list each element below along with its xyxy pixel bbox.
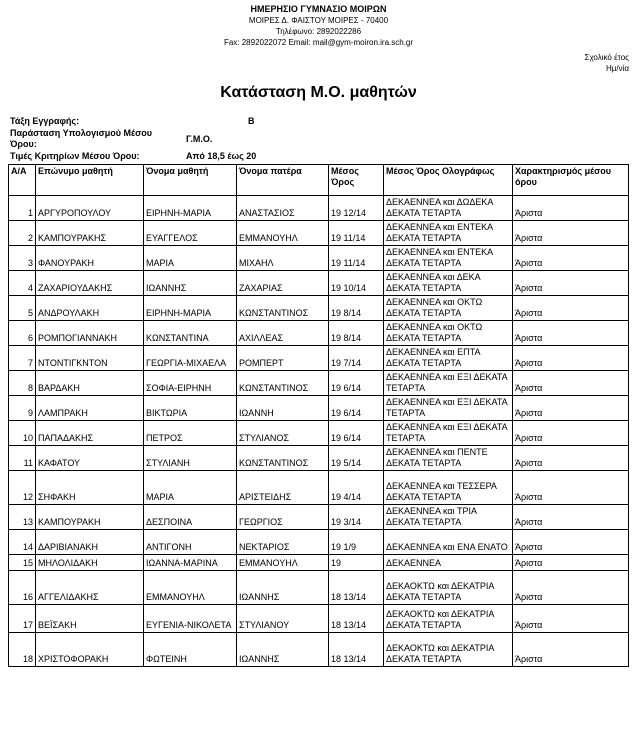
row-average: 19 10/14	[329, 271, 384, 296]
table-row	[9, 571, 629, 605]
calc-label-line2: Όρου:	[10, 139, 37, 149]
row-grade: Άριστα	[513, 633, 629, 667]
row-number: 13	[9, 505, 36, 530]
table-row	[9, 221, 629, 246]
row-surname: ΚΑΜΠΟΥΡΑΚΗΣ	[36, 221, 144, 246]
school-phone: Τηλέφωνο: 2892022286	[275, 27, 362, 36]
row-father-name: ΕΜΜΑΝΟΥΗΛ	[237, 221, 329, 246]
row-grade: Άριστα	[513, 321, 629, 346]
row-father-name: ΜΙΧΑΗΛ	[237, 246, 329, 271]
row-father-name: ΝΕΚΤΑΡΙΟΣ	[237, 530, 329, 555]
table-row	[9, 605, 629, 633]
row-first-name: ΑΝΤΙΓΟΝΗ	[144, 530, 237, 555]
class-value: Β	[248, 116, 255, 126]
row-first-name: ΒΙΚΤΩΡΙΑ	[144, 396, 237, 421]
page-title: Κατάσταση Μ.Ο. μαθητών	[220, 84, 417, 101]
row-average: 18 13/14	[329, 571, 384, 605]
row-average: 19 11/14	[329, 246, 384, 271]
row-grade: Άριστα	[513, 446, 629, 471]
row-average: 19 6/14	[329, 421, 384, 446]
row-number: 6	[9, 321, 36, 346]
row-average: 19 8/14	[329, 296, 384, 321]
row-first-name: ΓΕΩΡΓΙΑ-ΜΙΧΑΕΛΑ	[144, 346, 237, 371]
row-surname: ΔΑΡΙΒΙΑΝΑΚΗ	[36, 530, 144, 555]
row-surname: ΚΑΜΠΟΥΡΑΚΗ	[36, 505, 144, 530]
row-first-name: ΕΥΑΓΓΕΛΟΣ	[144, 221, 237, 246]
row-average-words: ΔΕΚΑΟΚΤΩ και ΔΕΚΑΤΡΙΑ ΔΕΚΑΤΑ ΤΕΤΑΡΤΑ	[384, 633, 513, 667]
criteria-label: Τιμές Κριτηρίων Μέσου Όρου:	[10, 151, 140, 161]
row-number: 4	[9, 271, 36, 296]
row-first-name: ΠΕΤΡΟΣ	[144, 421, 237, 446]
row-number: 7	[9, 346, 36, 371]
row-first-name: ΕΜΜΑΝΟΥΗΛ	[144, 571, 237, 605]
row-number: 17	[9, 605, 36, 633]
col-header-name: Όνομα μαθητή	[144, 165, 237, 196]
row-average: 19 4/14	[329, 471, 384, 505]
row-average: 19 6/14	[329, 371, 384, 396]
table-row	[9, 530, 629, 555]
row-father-name: ΣΤΥΛΙΑΝΟΣ	[237, 421, 329, 446]
calc-value: Γ.Μ.Ο.	[186, 134, 213, 144]
row-surname: ΜΗΛΟΛΙΔΑΚΗ	[36, 555, 144, 571]
row-father-name: ΕΜΜΑΝΟΥΗΛ	[237, 555, 329, 571]
row-average-words: ΔΕΚΑΕΝΝΕΑ και ΟΚΤΩ ΔΕΚΑΤΑ ΤΕΤΑΡΤΑ	[384, 296, 513, 321]
row-grade: Άριστα	[513, 555, 629, 571]
row-first-name: ΕΙΡΗΝΗ-ΜΑΡΙΑ	[144, 196, 237, 221]
table-row	[9, 296, 629, 321]
row-number: 11	[9, 446, 36, 471]
row-grade: Άριστα	[513, 471, 629, 505]
row-surname: ΛΑΜΠΡΑΚΗ	[36, 396, 144, 421]
row-number: 12	[9, 471, 36, 505]
row-surname: ΠΑΠΑΔΑΚΗΣ	[36, 421, 144, 446]
row-average-words: ΔΕΚΑΕΝΝΕΑ και ΕΠΤΑ ΔΕΚΑΤΑ ΤΕΤΑΡΤΑ	[384, 346, 513, 371]
row-father-name: ΙΩΑΝΝΗΣ	[237, 571, 329, 605]
row-average: 19 11/14	[329, 221, 384, 246]
row-father-name: ΙΩΑΝΝΗΣ	[237, 633, 329, 667]
row-surname: ΚΑΦΑΤΟΥ	[36, 446, 144, 471]
row-grade: Άριστα	[513, 421, 629, 446]
row-average: 19 3/14	[329, 505, 384, 530]
row-father-name: ΖΑΧΑΡΙΑΣ	[237, 271, 329, 296]
row-average-words: ΔΕΚΑΟΚΤΩ και ΔΕΚΑΤΡΙΑ ΔΕΚΑΤΑ ΤΕΤΑΡΤΑ	[384, 571, 513, 605]
row-grade: Άριστα	[513, 196, 629, 221]
row-father-name: ΚΩΝΣΤΑΝΤΙΝΟΣ	[237, 371, 329, 396]
row-number: 1	[9, 196, 36, 221]
row-grade: Άριστα	[513, 271, 629, 296]
row-first-name: ΙΩΑΝΝΗΣ	[144, 271, 237, 296]
row-average-words: ΔΕΚΑΕΝΝΕΑ και ΕΞΙ ΔΕΚΑΤΑ ΤΕΤΑΡΤΑ	[384, 371, 513, 396]
row-father-name: ΚΩΝΣΤΑΝΤΙΝΟΣ	[237, 446, 329, 471]
table-row	[9, 633, 629, 667]
row-surname: ΑΡΓΥΡΟΠΟΥΛΟΥ	[36, 196, 144, 221]
row-average-words: ΔΕΚΑΕΝΝΕΑ και ΕΞΙ ΔΕΚΑΤΑ ΤΕΤΑΡΤΑ	[384, 421, 513, 446]
row-first-name: ΣΟΦΙΑ-ΕΙΡΗΝΗ	[144, 371, 237, 396]
table-row	[9, 446, 629, 471]
row-father-name: ΣΤΥΛΙΑΝΟΥ	[237, 605, 329, 633]
year-date-block	[585, 52, 630, 74]
school-name: ΗΜΕΡΗΣΙΟ ΓΥΜΝΑΣΙΟ ΜΟΙΡΩΝ	[250, 4, 387, 14]
row-average-words: ΔΕΚΑΕΝΝΕΑ και ΕΞΙ ΔΕΚΑΤΑ ΤΕΤΑΡΤΑ	[384, 396, 513, 421]
date-label: Ημ/νία	[605, 64, 629, 73]
row-average: 19 1/9	[329, 530, 384, 555]
row-number: 15	[9, 555, 36, 571]
row-father-name: ΙΩΑΝΝΗ	[237, 396, 329, 421]
row-average: 19 5/14	[329, 446, 384, 471]
row-surname: ΖΑΧΑΡΙΟΥΔΑΚΗΣ	[36, 271, 144, 296]
row-surname: ΒΑΡΔΑΚΗ	[36, 371, 144, 396]
row-first-name: ΔΕΣΠΟΙΝΑ	[144, 505, 237, 530]
col-header-average: Μέσος Όρος	[329, 165, 384, 196]
row-father-name: ΑΝΑΣΤΑΣΙΟΣ	[237, 196, 329, 221]
row-first-name: ΜΑΡΙΑ	[144, 471, 237, 505]
table-row	[9, 396, 629, 421]
row-average-words: ΔΕΚΑΕΝΝΕΑ και ΕΝΤΕΚΑ ΔΕΚΑΤΑ ΤΕΤΑΡΤΑ	[384, 246, 513, 271]
row-first-name: ΕΙΡΗΝΗ-ΜΑΡΙΑ	[144, 296, 237, 321]
row-surname: ΝΤΟΝΤΙΓΚΝΤΟΝ	[36, 346, 144, 371]
row-average: 19 8/14	[329, 321, 384, 346]
row-average: 18 13/14	[329, 633, 384, 667]
row-average-words: ΔΕΚΑΕΝΝΕΑ και ΔΩΔΕΚΑ ΔΕΚΑΤΑ ΤΕΤΑΡΤΑ	[384, 196, 513, 221]
row-number: 8	[9, 371, 36, 396]
table-row	[9, 196, 629, 221]
col-header-surname: Επώνυμο μαθητή	[36, 165, 144, 196]
criteria-value: Από 18,5 έως 20	[186, 151, 257, 161]
table-row	[9, 555, 629, 571]
table-row	[9, 271, 629, 296]
row-average-words: ΔΕΚΑΕΝΝΕΑ και ΤΕΣΣΕΡΑ ΔΕΚΑΤΑ ΤΕΤΑΡΤΑ	[384, 471, 513, 505]
col-header-father: Όνομα πατέρα	[237, 165, 329, 196]
row-number: 18	[9, 633, 36, 667]
row-father-name: ΡΟΜΠΕΡΤ	[237, 346, 329, 371]
info-block	[10, 116, 410, 162]
col-header-aa: Α/Α	[9, 165, 36, 196]
row-average-words: ΔΕΚΑΕΝΝΕΑ	[384, 555, 513, 571]
row-grade: Άριστα	[513, 246, 629, 271]
row-father-name: ΑΡΙΣΤΕΙΔΗΣ	[237, 471, 329, 505]
row-grade: Άριστα	[513, 346, 629, 371]
table-row	[9, 471, 629, 505]
row-father-name: ΚΩΝΣΤΑΝΤΙΝΟΣ	[237, 296, 329, 321]
class-label: Τάξη Εγγραφής:	[10, 116, 80, 126]
row-number: 2	[9, 221, 36, 246]
row-average-words: ΔΕΚΑΕΝΝΕΑ και ΔΕΚΑ ΔΕΚΑΤΑ ΤΕΤΑΡΤΑ	[384, 271, 513, 296]
row-grade: Άριστα	[513, 505, 629, 530]
row-father-name: ΓΕΩΡΓΙΟΣ	[237, 505, 329, 530]
row-first-name: ΦΩΤΕΙΝΗ	[144, 633, 237, 667]
table-row	[9, 246, 629, 271]
row-first-name: ΜΑΡΙΑ	[144, 246, 237, 271]
table-row	[9, 505, 629, 530]
table-row	[9, 346, 629, 371]
school-year-label: Σχολικό έτος	[584, 53, 629, 62]
row-surname: ΧΡΙΣΤΟΦΟΡΑΚΗ	[36, 633, 144, 667]
table-header-row	[9, 165, 629, 196]
row-average-words: ΔΕΚΑΕΝΝΕΑ και ΟΚΤΩ ΔΕΚΑΤΑ ΤΕΤΑΡΤΑ	[384, 321, 513, 346]
row-surname: ΣΗΦΑΚΗ	[36, 471, 144, 505]
row-first-name: ΙΩΑΝΝΑ-ΜΑΡΙΝΑ	[144, 555, 237, 571]
document-header	[0, 4, 637, 48]
col-header-grade: Χαρακτηρισμός μέσου όρου	[513, 165, 629, 196]
school-address: ΜΟΙΡΕΣ Δ. ΦΑΙΣΤΟΥ ΜΟΙΡΕΣ - 70400	[248, 16, 389, 25]
calc-label-line1: Παράσταση Υπολογισμού Μέσου	[10, 128, 152, 138]
row-average: 19 12/14	[329, 196, 384, 221]
row-number: 9	[9, 396, 36, 421]
row-average: 19	[329, 555, 384, 571]
row-first-name: ΚΩΝΣΤΑΝΤΙΝΑ	[144, 321, 237, 346]
row-number: 10	[9, 421, 36, 446]
row-surname: ΦΑΝΟΥΡΑΚΗ	[36, 246, 144, 271]
row-average-words: ΔΕΚΑΟΚΤΩ και ΔΕΚΑΤΡΙΑ ΔΕΚΑΤΑ ΤΕΤΑΡΤΑ	[384, 605, 513, 633]
col-header-average-words: Μέσος Όρος Ολογράφως	[384, 165, 513, 196]
row-grade: Άριστα	[513, 571, 629, 605]
row-average-words: ΔΕΚΑΕΝΝΕΑ και ΕΝΑ ΕΝΑΤΟ	[384, 530, 513, 555]
row-father-name: ΑΧΙΛΛΕΑΣ	[237, 321, 329, 346]
row-grade: Άριστα	[513, 396, 629, 421]
row-grade: Άριστα	[513, 530, 629, 555]
row-average: 19 7/14	[329, 346, 384, 371]
row-grade: Άριστα	[513, 605, 629, 633]
row-grade: Άριστα	[513, 371, 629, 396]
table-body	[9, 196, 629, 667]
row-number: 5	[9, 296, 36, 321]
row-average-words: ΔΕΚΑΕΝΝΕΑ και ΕΝΤΕΚΑ ΔΕΚΑΤΑ ΤΕΤΑΡΤΑ	[384, 221, 513, 246]
row-average-words: ΔΕΚΑΕΝΝΕΑ και ΤΡΙΑ ΔΕΚΑΤΑ ΤΕΤΑΡΤΑ	[384, 505, 513, 530]
row-average: 19 6/14	[329, 396, 384, 421]
row-grade: Άριστα	[513, 296, 629, 321]
school-fax-email: Fax: 2892022072 Email: mail@gym-moiron.ira.sch.gr	[223, 38, 414, 47]
row-surname: ΒΕΪΣΑΚΗ	[36, 605, 144, 633]
row-surname: ΡΟΜΠΟΓΙΑΝΝΑΚΗ	[36, 321, 144, 346]
row-grade: Άριστα	[513, 221, 629, 246]
row-average: 18 13/14	[329, 605, 384, 633]
row-first-name: ΣΤΥΛΙΑΝΗ	[144, 446, 237, 471]
table-row	[9, 421, 629, 446]
row-surname: ΑΓΓΕΛΙΔΑΚΗΣ	[36, 571, 144, 605]
row-number: 16	[9, 571, 36, 605]
row-first-name: ΕΥΓΕΝΙΑ-ΝΙΚΟΛΕΤΑ	[144, 605, 237, 633]
table-row	[9, 321, 629, 346]
table-row	[9, 371, 629, 396]
students-table	[8, 164, 629, 667]
row-number: 14	[9, 530, 36, 555]
row-number: 3	[9, 246, 36, 271]
row-average-words: ΔΕΚΑΕΝΝΕΑ και ΠΕΝΤΕ ΔΕΚΑΤΑ ΤΕΤΑΡΤΑ	[384, 446, 513, 471]
row-surname: ΑΝΔΡΟΥΛΑΚΗ	[36, 296, 144, 321]
